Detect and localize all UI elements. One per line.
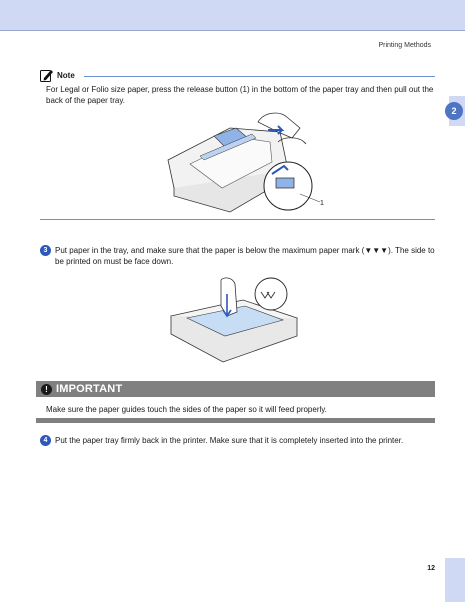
exclamation-icon: ! [41, 384, 52, 395]
important-bar [36, 381, 435, 397]
paper-loading-illustration [165, 272, 305, 372]
important-text: Make sure the paper guides touch the sides of the paper so it will feed properly. [46, 405, 327, 414]
page-number: 12 [427, 565, 435, 572]
note-top-rule [84, 76, 435, 77]
important-bottom-bar [36, 418, 435, 423]
note-heading [40, 68, 75, 82]
note-bottom-rule [40, 219, 435, 220]
step-4 [40, 435, 438, 446]
step-number-badge: 4 [40, 435, 51, 446]
step-number-badge: 3 [40, 245, 51, 256]
chapter-number-tab: 2 [445, 102, 463, 120]
step-text: Put paper in the tray, and make sure that the paper is below the maximum paper mark (▼▼▼). The side to be printed on must be face down. [55, 246, 435, 266]
note-label: Note [57, 70, 75, 80]
step-text: Put the paper tray firmly back in the printer. Make sure that it is completely inserted into the printer. [55, 436, 404, 445]
step-3 [40, 245, 438, 267]
section-title: Printing Methods [378, 42, 431, 49]
top-header-band [0, 0, 465, 31]
release-button-callout: 1 [320, 200, 324, 207]
pencil-note-icon [40, 68, 54, 82]
note-text: For Legal or Folio size paper, press the release button (1) in the bottom of the paper tray and then pull out the back of the paper tray. [46, 85, 434, 105]
paper-tray-release-illustration [160, 108, 340, 216]
important-label: IMPORTANT [56, 383, 123, 395]
footer-tab-band [445, 558, 465, 602]
